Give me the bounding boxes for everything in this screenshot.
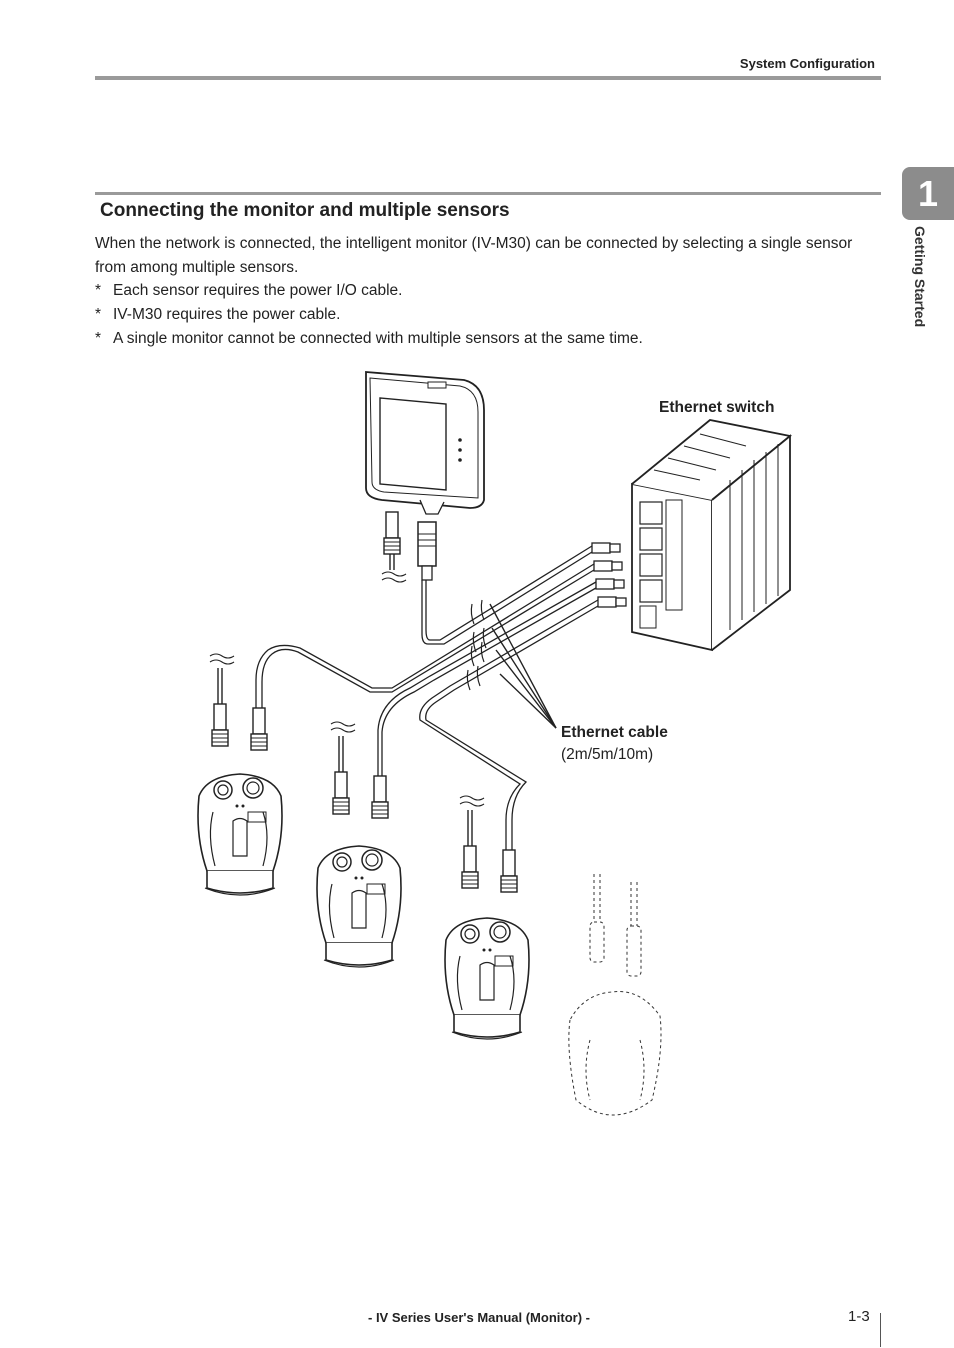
ethernet-cable-lengths: (2m/5m/10m) (561, 746, 654, 763)
ethernet-cable-label: Ethernet cable (561, 724, 668, 741)
intro-paragraph: When the network is connected, the intelligent monitor (IV-M30) can be connected by selecting a single sensor from among multiple sensors. (95, 235, 853, 276)
additional-sensor-dashed (569, 874, 661, 1115)
header-section-title: System Configuration (739, 56, 875, 71)
monitor-ethernet-plug (418, 522, 436, 580)
note-star: * (95, 282, 102, 299)
note-text: IV-M30 requires the power cable. (113, 306, 341, 323)
page-number: 1-3 (848, 1308, 870, 1325)
switch-rj45-plugs (592, 543, 626, 607)
sensor-1-illustration (198, 654, 282, 895)
note-text: A single monitor cannot be connected with multiple sensors at the same time. (113, 330, 643, 347)
monitor-power-cable (382, 512, 406, 582)
note-star: * (95, 330, 102, 347)
footer-rule (880, 1313, 881, 1347)
ethernet-switch-illustration (632, 420, 790, 650)
ethernet-cables (256, 546, 598, 850)
note-star: * (95, 306, 102, 323)
chapter-tab: 1 (902, 167, 954, 220)
ethernet-switch-label: Ethernet switch (659, 399, 775, 416)
footer-manual-title: - IV Series User's Manual (Monitor) - (368, 1310, 590, 1325)
chapter-label: Getting Started (912, 226, 928, 328)
sensor-3-illustration (445, 796, 529, 1039)
note-text: Each sensor requires the power I/O cable. (113, 282, 403, 299)
section-title: Connecting the monitor and multiple sensors (100, 200, 510, 221)
intelligent-monitor-illustration (366, 372, 484, 514)
sensor-2-illustration (317, 722, 401, 967)
